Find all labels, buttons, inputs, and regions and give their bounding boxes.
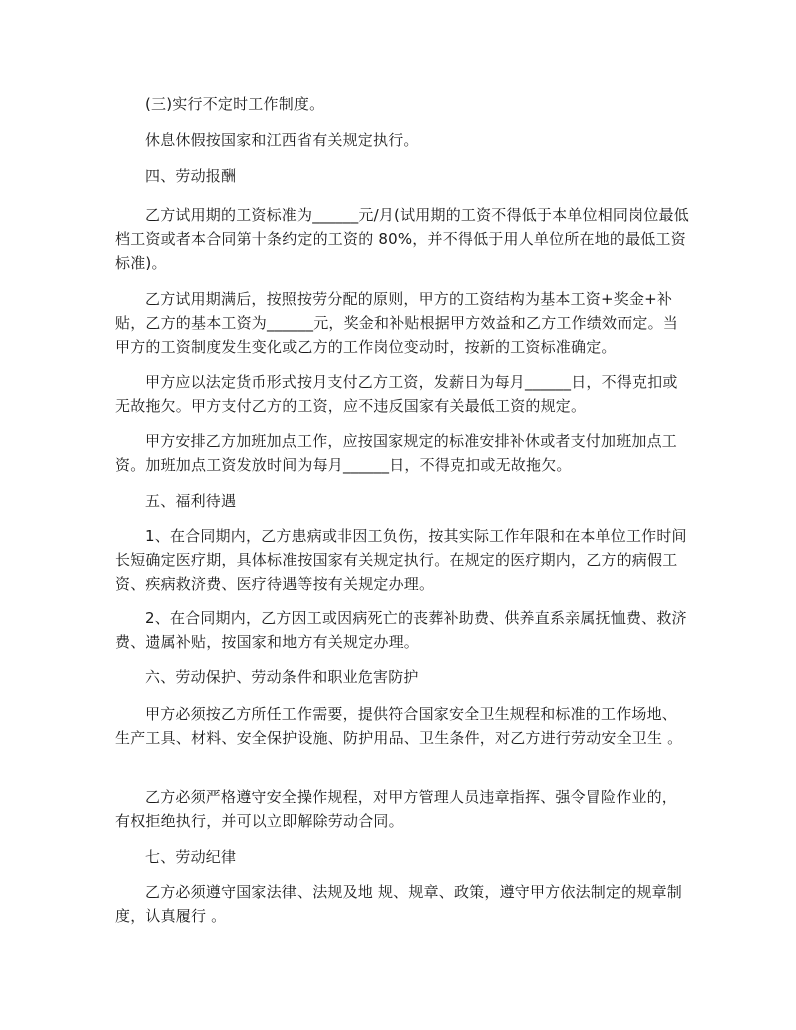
paragraph-medical-period: 1、在合同期内，乙方患病或非因工负伤，按其实际工作年限和在本单位工作时间长短确定医疗期，具体标准按国家有关规定执行。在规定的医疗期内，乙方的病假工资、疾病救济费、医疗待遇等按有关规定办理。 bbox=[115, 527, 687, 593]
section-heading-labor-discipline: 七、劳动纪律 bbox=[145, 848, 237, 866]
paragraph-discipline-compliance: 乙方必须遵守国家法律、法规及地 规、规章、政策，遵守甲方依法制定的规章制度，认真履行 。 bbox=[115, 883, 682, 925]
paragraph-death-benefits: 2、在合同期内，乙方因工或因病死亡的丧葬补助费、供养直系亲属抚恤费、救济费、遗属补贴，按国家和地方有关规定办理。 bbox=[115, 609, 687, 651]
paragraph-safety-provisions: 甲方必须按乙方所任工作需要，提供符合国家安全卫生规程和标准的工作场地、生产工具、材料、安全保护设施、防护用品、卫生条件，对乙方进行劳动安全卫生 。 bbox=[115, 705, 683, 747]
section-heading-labor-protection: 六、劳动保护、劳动条件和职业危害防护 bbox=[145, 668, 419, 686]
paragraph-work-hours-system: (三)实行不定时工作制度。 bbox=[145, 95, 325, 113]
paragraph-rest-leave: 休息休假按国家和江西省有关规定执行。 bbox=[145, 131, 419, 149]
paragraph-salary-structure: 乙方试用期满后，按照按劳分配的原则，甲方的工资结构为基本工资+奖金+补贴，乙方的基本工资为______元，奖金和补贴根据甲方效益和乙方工作绩效而定。当甲方的工资制度发生变化或乙方的工作岗位变动时，按新的工资标准确定。 bbox=[115, 290, 679, 356]
paragraph-payment-date: 甲方应以法定货币形式按月支付乙方工资，发薪日为每月______日，不得克扣或无故拖欠。甲方支付乙方的工资，应不违反国家有关最低工资的规定。 bbox=[115, 373, 678, 415]
section-heading-welfare: 五、福利待遇 bbox=[145, 492, 237, 510]
paragraph-overtime: 甲方安排乙方加班加点工作，应按国家规定的标准安排补休或者支付加班加点工资。加班加点工资发放时间为每月______日，不得克扣或无故拖欠。 bbox=[115, 432, 678, 474]
paragraph-safety-rules: 乙方必须严格遵守安全操作规程，对甲方管理人员违章指挥、强令冒险作业的，有权拒绝执行，并可以立即解除劳动合同。 bbox=[115, 788, 678, 830]
section-heading-compensation: 四、劳动报酬 bbox=[145, 167, 237, 185]
paragraph-probation-salary: 乙方试用期的工资标准为______元/月(试用期的工资不得低于本单位相同岗位最低档工资或者本合同第十条约定的工资的 80%，并不得低于用人单位所在地的最低工资标准)。 bbox=[115, 206, 689, 272]
